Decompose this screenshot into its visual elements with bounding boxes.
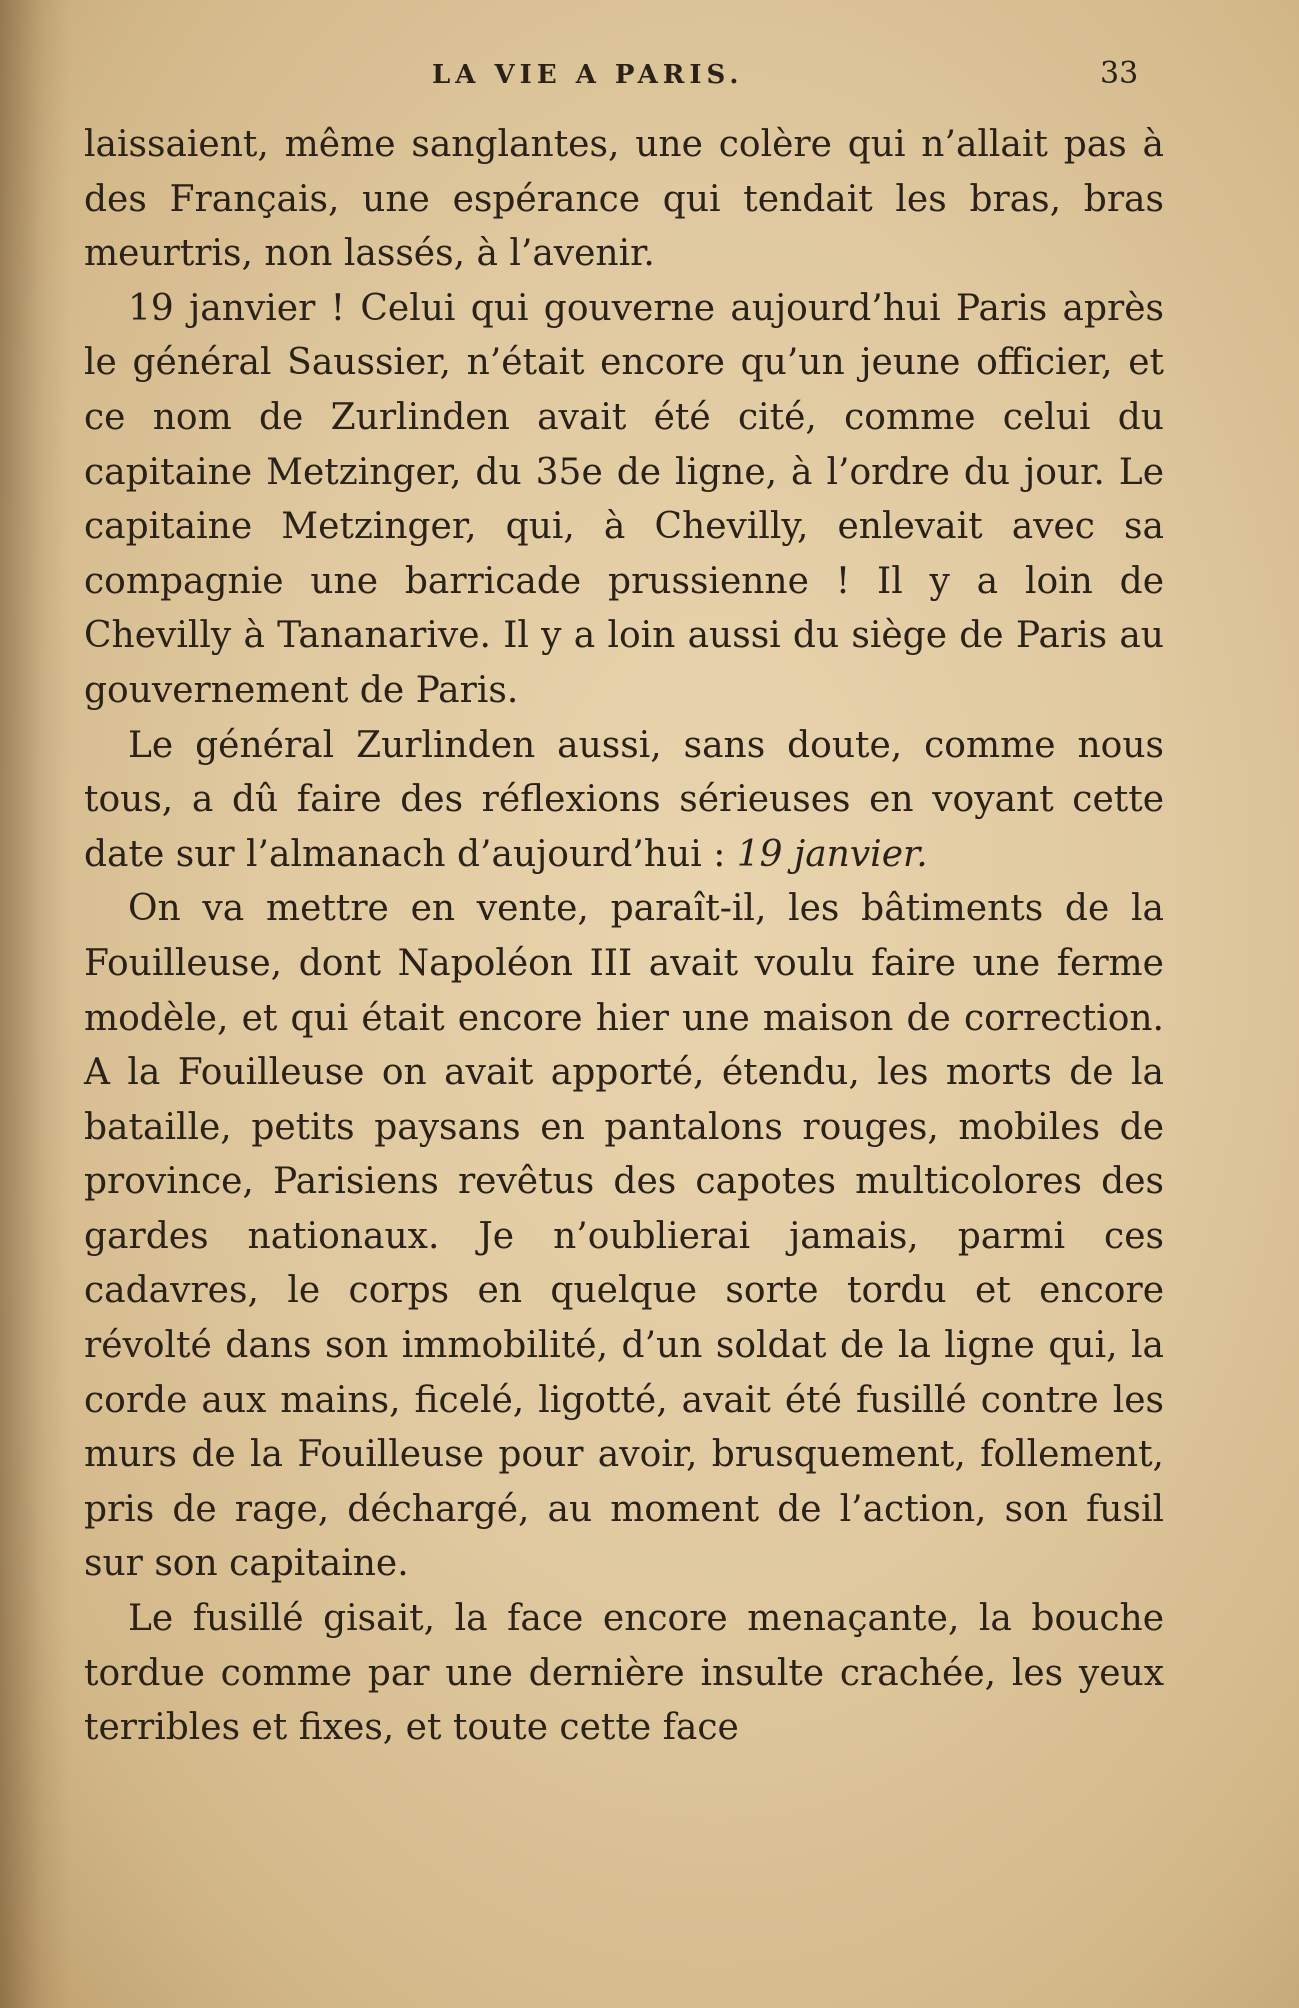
paragraph-text: On va mettre en vente, paraît-il, les bâtiments de la Fouilleuse, dont Napoléon III avait voulu faire une ferme modèle, et qui était encore hier une maison de correction. A la Fouilleuse on avait apporté, étendu, les morts de la bataille, petits paysans en pantalons rouges, mobiles de province, Parisiens revêtus des capotes multicolores des gardes nationaux. Je n’oublierai jamais, parmi ces cadavres, le corps en quelque sorte tordu et encore révolté dans son immobilité, d’un soldat de la ligne qui, la corde aux mains, ficelé, ligotté, avait été fusillé contre les murs de la Fouilleuse pour avoir, brusquement, follement, pris de rage, déchargé, au moment de l’action, son fusil sur son capitaine. [84,888,1164,1585]
body-text [84,118,1164,1756]
paragraph-text: Le général Zurlinden aussi, sans doute, comme nous tous, a dû faire des réflexions sérieuses en voyant cette date sur l’almanach d’aujourd’hui : [84,724,1164,875]
paragraph [84,282,1164,719]
paragraph [84,882,1164,1592]
paragraph-text: Le fusillé gisait, la face encore menaçante, la bouche tordue comme par une dernière insulte crachée, les yeux terribles et fixes, et toute cette face [84,1598,1164,1749]
running-title: LA VIE A PARIS. [432,60,744,90]
paragraph [84,719,1164,883]
italic-date: 19 janvier. [736,833,928,875]
page-header [0,56,1299,96]
paragraph [84,118,1164,282]
page-spine-shadow [0,0,70,2008]
page-number: 33 [1100,56,1139,91]
paragraph-text: laissaient, même sanglantes, une colère qui n’allait pas à des Français, une espérance qui tendait les bras, bras meurtris, non lassés, à l’avenir. [84,124,1164,275]
paragraph-text: 19 janvier ! Celui qui gouverne aujourd’hui Paris après le général Saussier, n’était encore qu’un jeune officier, et ce nom de Zurlinden avait été cité, comme celui du capitaine Metzinger, du 35e de ligne, à l’ordre du jour. Le capitaine Metzinger, qui, à Chevilly, enlevait avec sa compagnie une barricade prussienne ! Il y a loin de Chevilly à Tananarive. Il y a loin aussi du siège de Paris au gouvernement de Paris. [84,287,1164,711]
paragraph [84,1592,1164,1756]
